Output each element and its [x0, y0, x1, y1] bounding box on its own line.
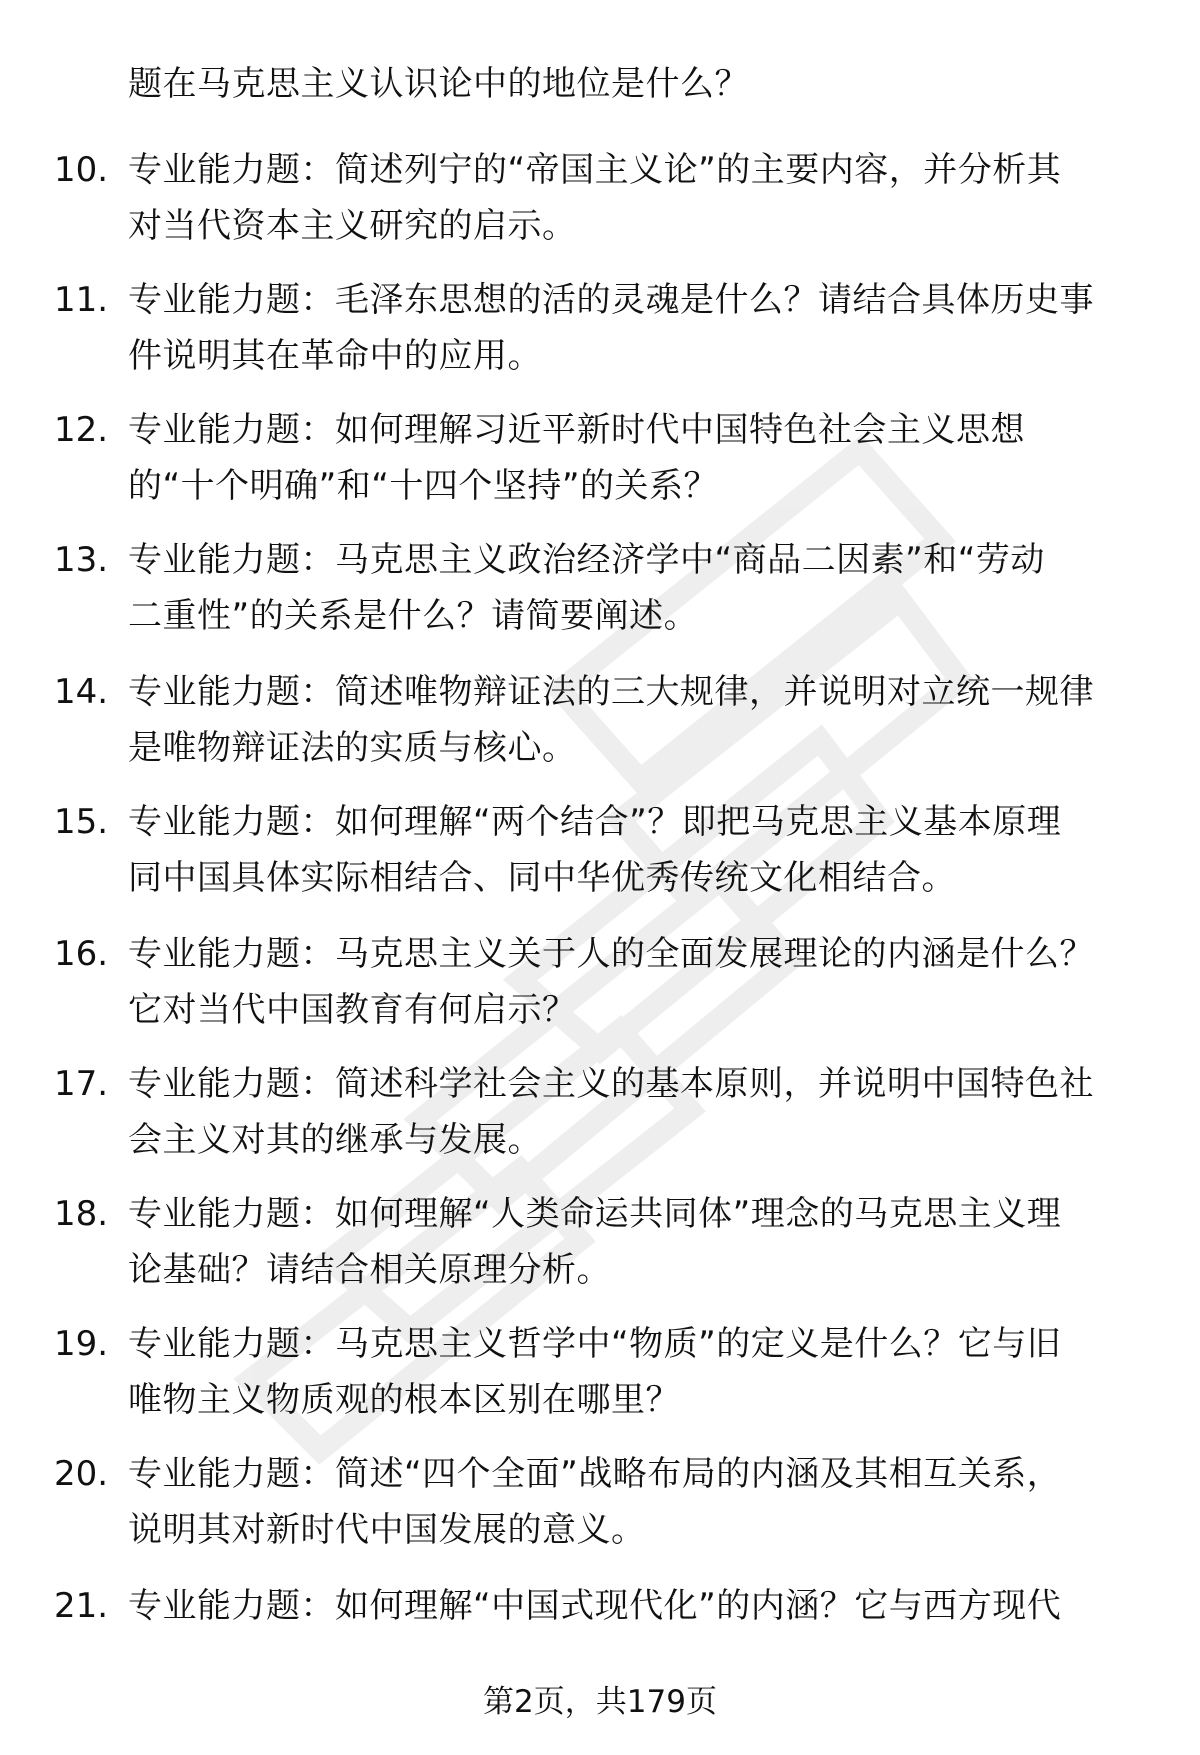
question-text-line: 件说明其在革命中的应用。 [128, 336, 542, 376]
question-number: 13. [54, 540, 109, 580]
question-number: 16. [54, 934, 109, 974]
question-text-line: 专业能力题：马克思主义政治经济学中“商品二因素”和“劳动 [128, 540, 1045, 580]
question-text-line: 唯物主义物质观的根本区别在哪里？ [128, 1380, 680, 1420]
question-text-line: 论基础？请结合相关原理分析。 [128, 1250, 611, 1290]
question-text-line: 专业能力题：简述“四个全面”战略布局的内涵及其相互关系， [128, 1454, 1062, 1494]
question-item-20 [0, 1448, 1200, 1568]
question-text-line: 专业能力题：简述科学社会主义的基本原则，并说明中国特色社 [128, 1064, 1094, 1104]
question-number: 14. [54, 672, 109, 712]
question-number: 18. [54, 1194, 109, 1234]
page-number-footer: 第2页，共179页 [483, 1684, 717, 1720]
question-text-line: 说明其对新时代中国发展的意义。 [128, 1510, 646, 1550]
question-text-line: 二重性”的关系是什么？请简要阐述。 [128, 596, 699, 636]
question-item-14 [0, 666, 1200, 786]
question-number: 15. [54, 802, 109, 842]
continued-question-text: 题在马克思主义认识论中的地位是什么？ [128, 64, 749, 104]
question-text-line: 专业能力题：如何理解“人类命运共同体”理念的马克思主义理 [128, 1194, 1062, 1234]
question-text-line: 对当代资本主义研究的启示。 [128, 206, 577, 246]
question-text-line: 专业能力题：如何理解“两个结合”？即把马克思主义基本原理 [128, 802, 1062, 842]
question-text-line: 同中国具体实际相结合、同中华优秀传统文化相结合。 [128, 858, 956, 898]
question-item-16 [0, 928, 1200, 1048]
question-item-15 [0, 796, 1200, 916]
question-number: 12. [54, 410, 109, 450]
question-item-11 [0, 274, 1200, 394]
question-text-line: 专业能力题：简述列宁的“帝国主义论”的主要内容，并分析其 [128, 150, 1062, 190]
question-text-line: 它对当代中国教育有何启示？ [128, 990, 577, 1030]
question-item-17 [0, 1058, 1200, 1178]
question-number: 10. [54, 150, 109, 190]
question-number: 17. [54, 1064, 109, 1104]
question-item-10 [0, 144, 1200, 264]
question-number: 20. [54, 1454, 109, 1494]
question-text-line: 会主义对其的继承与发展。 [128, 1120, 542, 1160]
question-text-line: 专业能力题：简述唯物辩证法的三大规律，并说明对立统一规律 [128, 672, 1094, 712]
question-item-12 [0, 404, 1200, 524]
question-item-19 [0, 1318, 1200, 1438]
question-text-line: 专业能力题：如何理解“中国式现代化”的内涵？它与西方现代 [128, 1586, 1062, 1626]
question-item-18 [0, 1188, 1200, 1308]
question-text-line: 专业能力题：马克思主义哲学中“物质”的定义是什么？它与旧 [128, 1324, 1062, 1364]
question-text-line: 是唯物辩证法的实质与核心。 [128, 728, 577, 768]
question-number: 19. [54, 1324, 109, 1364]
question-text-line: 专业能力题：如何理解习近平新时代中国特色社会主义思想 [128, 410, 1025, 450]
question-number: 21. [54, 1586, 109, 1626]
question-text-line: 专业能力题：毛泽东思想的活的灵魂是什么？请结合具体历史事 [128, 280, 1094, 320]
question-text-line: 专业能力题：马克思主义关于人的全面发展理论的内涵是什么？ [128, 934, 1094, 974]
question-number: 11. [54, 280, 109, 320]
question-item-13 [0, 534, 1200, 654]
question-text-line: 的“十个明确”和“十四个坚持”的关系？ [128, 466, 718, 506]
